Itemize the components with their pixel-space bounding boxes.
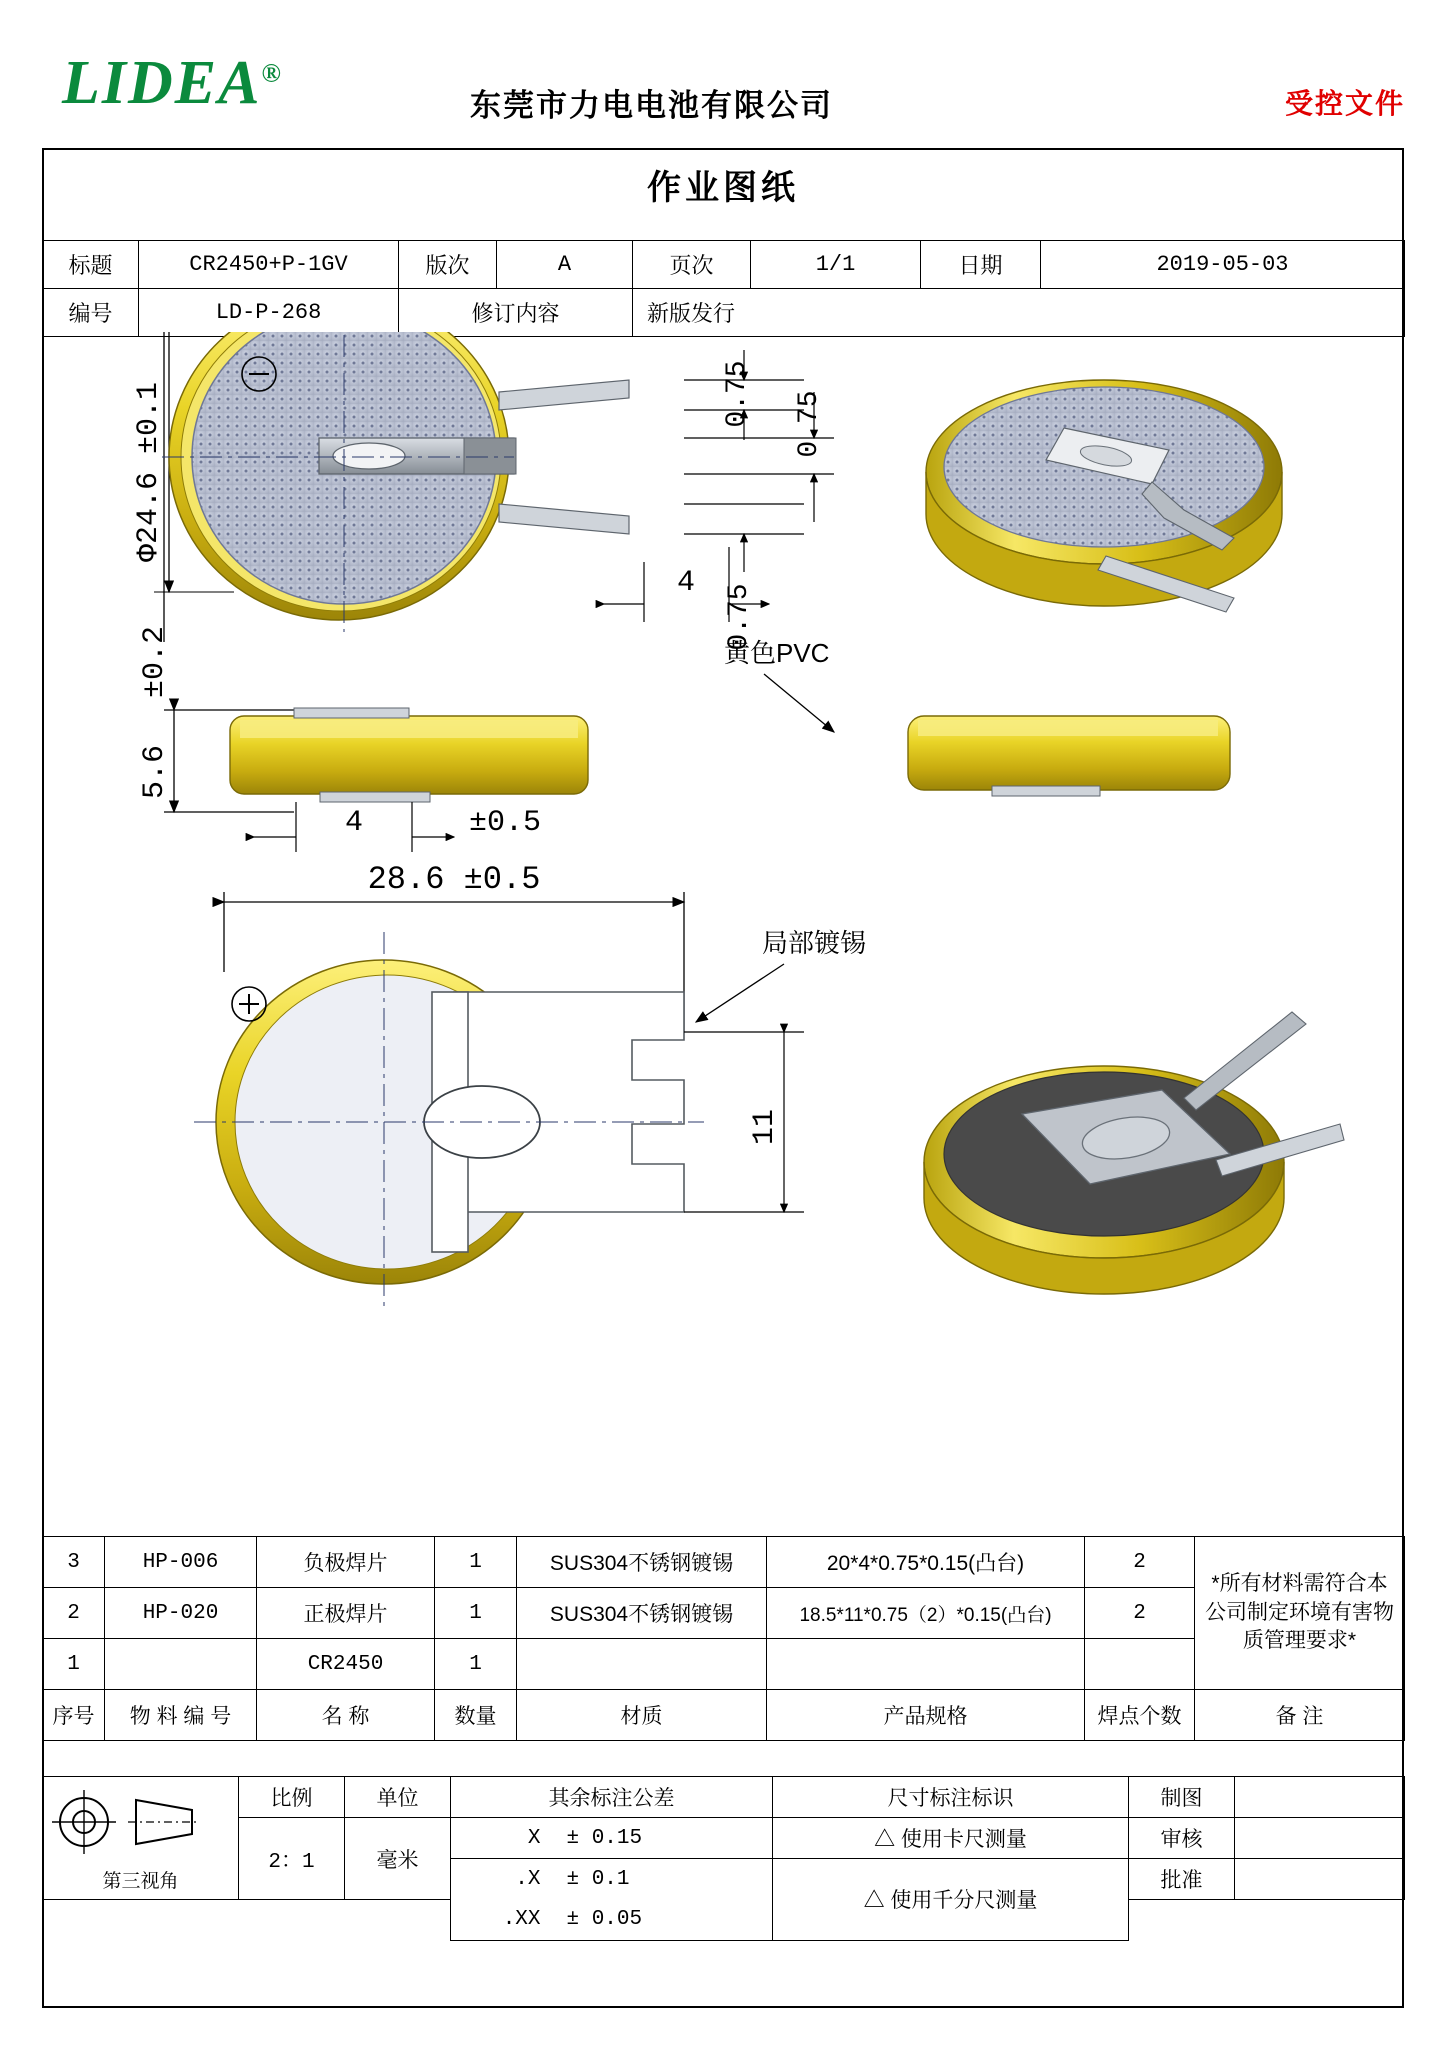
- bom-row-1-spec: [767, 1639, 1085, 1690]
- bom-header-name: 名 称: [257, 1690, 435, 1741]
- table-row: [43, 1537, 1405, 1588]
- bom-row-1-code: [105, 1639, 257, 1690]
- document-title: 作业图纸: [647, 169, 799, 207]
- document-info-table: [42, 240, 1405, 337]
- number-label: 编号: [43, 289, 139, 337]
- scale-label: 比例: [239, 1777, 345, 1818]
- third-angle-label: 第三视角: [102, 1870, 179, 1892]
- table-row: [43, 241, 1405, 289]
- bom-header-no: 序号: [43, 1690, 105, 1741]
- dim-diameter: Φ24.6 ±0.1: [132, 381, 166, 563]
- table-row: [43, 289, 1405, 337]
- dim-tab-gap: 4: [676, 566, 696, 600]
- bom-row-3-spec: 20*4*0.75*0.15(凸台): [767, 1537, 1085, 1588]
- approved-value: [1235, 1859, 1405, 1900]
- bom-row-2-name: 正极焊片: [257, 1588, 435, 1639]
- bom-row-3-qty: 1: [435, 1537, 517, 1588]
- dim-height: 5.6: [138, 744, 172, 800]
- logo-text: LIDEA: [62, 49, 262, 117]
- scale-value: 2：1: [239, 1818, 345, 1900]
- dim-overall: 28.6 ±0.5: [367, 861, 541, 898]
- drawn-value: [1235, 1777, 1405, 1818]
- dim-tab-width-3: 0.75: [724, 583, 755, 651]
- marks-label: 尺寸标注标识: [773, 1777, 1129, 1818]
- title-value: CR2450+P-1GV: [139, 241, 399, 289]
- checked-value: [1235, 1818, 1405, 1859]
- approved-label: 批准: [1129, 1859, 1235, 1900]
- tol-key-1: X: [451, 1818, 551, 1859]
- bom-row-2-spec: 18.5*11*0.75（2）*0.15(凸台): [767, 1588, 1085, 1639]
- title-label: 标题: [43, 241, 139, 289]
- bom-header-qty: 数量: [435, 1690, 517, 1741]
- dim-bottom-tol: ±0.5: [469, 806, 542, 840]
- view-top-negative: [132, 332, 834, 651]
- checked-label: 审核: [1129, 1818, 1235, 1859]
- table-row: [43, 1818, 1405, 1859]
- date-value: 2019-05-03: [1041, 241, 1405, 289]
- view-side-elevation: [138, 626, 588, 852]
- dim-tab-width-1: 0.75: [722, 360, 753, 428]
- bom-header-code: 物 料 编 号: [105, 1690, 257, 1741]
- tolerance-label: 其余标注公差: [451, 1777, 773, 1818]
- version-value: A: [497, 241, 633, 289]
- bom-row-1-no: 1: [43, 1639, 105, 1690]
- dim-tab-width-2: 0.75: [794, 390, 825, 458]
- revision-label: 修订内容: [399, 289, 633, 337]
- bom-note: *所有材料需符合本公司制定环境有害物质管理要求*: [1195, 1537, 1405, 1690]
- title-block-table: [42, 1776, 1405, 1941]
- bom-row-3-points: 2: [1085, 1537, 1195, 1588]
- tol-key-3: .XX: [451, 1900, 551, 1941]
- bom-table: [42, 1536, 1405, 1741]
- measure-note-caliper: [773, 1818, 1129, 1859]
- unit-value: 毫米: [345, 1818, 451, 1900]
- micrometer-warning-icon: △: [863, 1889, 885, 1913]
- dim-bottom-4: 4: [344, 806, 364, 840]
- label-pvc: 黄色PVC: [724, 638, 830, 668]
- unit-label: 单位: [345, 1777, 451, 1818]
- tol-value-3: ± 0.05: [551, 1900, 773, 1941]
- label-tin: 局部镀锡: [762, 928, 867, 958]
- bom-row-2-points: 2: [1085, 1588, 1195, 1639]
- version-label: 版次: [399, 241, 497, 289]
- tol-value-1: ± 0.15: [551, 1818, 773, 1859]
- technical-drawing-area: [44, 332, 1402, 1536]
- bom-row-1-name: CR2450: [257, 1639, 435, 1690]
- projection-symbol-icon: [44, 1784, 208, 1866]
- view-pvc-callout: [724, 638, 1230, 796]
- bom-row-2-qty: 1: [435, 1588, 517, 1639]
- table-header-row: [43, 1690, 1405, 1741]
- tol-key-2: .X: [451, 1859, 551, 1900]
- bom-header-spec: 产品规格: [767, 1690, 1085, 1741]
- bom-row-2-code: HP-020: [105, 1588, 257, 1639]
- bom-row-3-code: HP-006: [105, 1537, 257, 1588]
- page-label: 页次: [633, 241, 751, 289]
- bom-row-1-material: [517, 1639, 767, 1690]
- bom-row-1-qty: 1: [435, 1639, 517, 1690]
- view-iso-positive: [924, 1012, 1344, 1294]
- bom-row-3-material: SUS304不锈钢镀锡: [517, 1537, 767, 1588]
- page-value: 1/1: [751, 241, 921, 289]
- registered-trademark-icon: ®: [261, 58, 283, 88]
- bom-row-2-no: 2: [43, 1588, 105, 1639]
- bom-row-3-no: 3: [43, 1537, 105, 1588]
- dim-height-tol: ±0.2: [138, 625, 172, 699]
- company-logo: [62, 48, 283, 119]
- bom-row-3-name: 负极焊片: [257, 1537, 435, 1588]
- date-label: 日期: [921, 241, 1041, 289]
- dim-11: 11: [748, 1108, 782, 1146]
- view-iso-negative: [926, 380, 1282, 612]
- caliper-warning-icon: △: [874, 1828, 896, 1851]
- table-row: [43, 1777, 1405, 1818]
- bom-header-remark: 备 注: [1195, 1690, 1405, 1741]
- tol-value-2: ± 0.1: [551, 1859, 773, 1900]
- bom-header-material: 材质: [517, 1690, 767, 1741]
- micrometer-note-text: 使用千分尺测量: [890, 1889, 1038, 1913]
- controlled-document-stamp: 受控文件: [1284, 88, 1405, 119]
- revision-value: 新版发行: [633, 289, 1405, 337]
- bom-header-points: 焊点个数: [1085, 1690, 1195, 1741]
- drawing-svg: [44, 332, 1402, 1536]
- drawn-label: 制图: [1129, 1777, 1235, 1818]
- measure-note-micrometer: [773, 1859, 1129, 1941]
- table-row: [43, 1900, 1405, 1941]
- caliper-note-text: 使用卡尺测量: [900, 1828, 1027, 1851]
- third-angle-projection-icon: [43, 1777, 239, 1900]
- bom-row-1-points: [1085, 1639, 1195, 1690]
- number-value: LD-P-268: [139, 289, 399, 337]
- view-bottom-positive: [194, 861, 866, 1312]
- bom-row-2-material: SUS304不锈钢镀锡: [517, 1588, 767, 1639]
- company-name: 东莞市力电电池有限公司: [470, 88, 833, 123]
